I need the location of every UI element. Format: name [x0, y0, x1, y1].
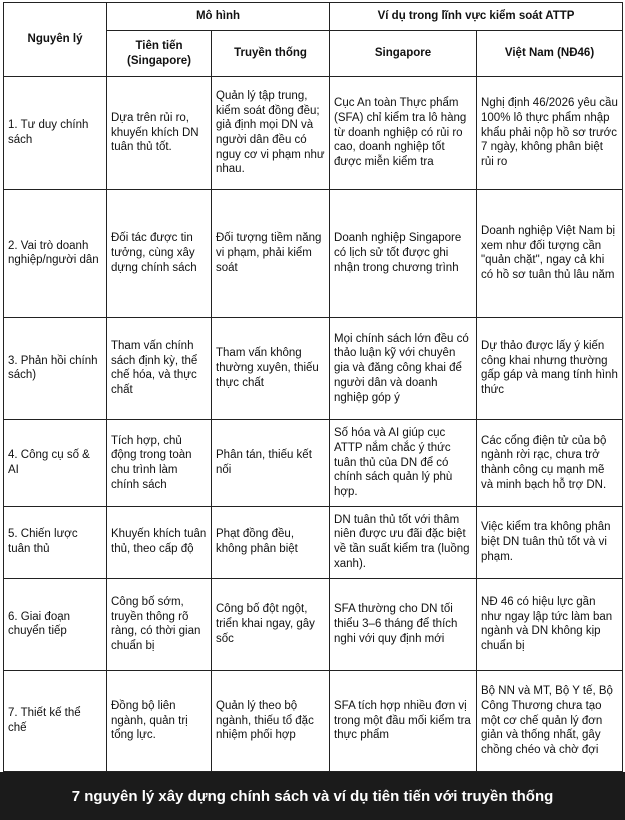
advanced-cell: Tham vấn chính sách định kỳ, thể chế hóa, và thực chất — [107, 317, 212, 420]
advanced-cell: Đồng bộ liên ngành, quản trị tổng lực. — [107, 671, 212, 772]
header-tien-tien: Tiên tiến (Singapore) — [107, 31, 212, 77]
advanced-cell: Đối tác được tin tưởng, cùng xây dựng chính sách — [107, 190, 212, 317]
table-row — [4, 506, 623, 578]
header-vi-du: Ví dụ trong lĩnh vực kiểm soát ATTP — [330, 3, 623, 31]
principle-cell: 2. Vai trò doanh nghiệp/người dân — [4, 190, 107, 317]
singapore-cell: SFA thường cho DN tối thiểu 3–6 tháng để thích nghi với quy định mới — [330, 578, 477, 671]
advanced-cell: Dựa trên rủi ro, khuyến khích DN tuân thủ tốt. — [107, 77, 212, 190]
header-row-1 — [4, 3, 623, 31]
caption-text: 7 nguyên lý xây dựng chính sách và ví dụ tiên tiến với truyền thống — [71, 787, 554, 805]
traditional-cell: Quản lý tập trung, kiểm soát đồng đều; giả định mọi DN và người dân đều có nguy cơ vi phạm như nhau. — [212, 77, 330, 190]
header-truyen-thong: Truyền thống — [212, 31, 330, 77]
vietnam-cell: Dự thảo được lấy ý kiến công khai nhưng thường gấp gáp và mang tính hình thức — [477, 317, 623, 420]
traditional-cell: Công bố đột ngột, triển khai ngay, gây sốc — [212, 578, 330, 671]
advanced-cell: Công bố sớm, truyền thông rõ ràng, có thời gian chuẩn bị — [107, 578, 212, 671]
table-row — [4, 77, 623, 190]
principle-cell: 1. Tư duy chính sách — [4, 77, 107, 190]
singapore-cell: Cục An toàn Thực phẩm (SFA) chỉ kiểm tra lô hàng từ doanh nghiệp có rủi ro cao, doanh nghiệp tốt được miễn kiểm tra — [330, 77, 477, 190]
header-viet-nam: Việt Nam (NĐ46) — [477, 31, 623, 77]
comparison-table — [3, 2, 623, 772]
table-row — [4, 578, 623, 671]
vietnam-cell: Doanh nghiệp Việt Nam bị xem như đối tượng cần "quản chặt", ngay cả khi có hồ sơ tuân thủ lâu năm — [477, 190, 623, 317]
header-mo-hinh: Mô hình — [107, 3, 330, 31]
table-row — [4, 420, 623, 506]
singapore-cell: Số hóa và AI giúp cục ATTP nắm chắc ý thức tuân thủ của DN để có chính sách quản lý phù hợp. — [330, 420, 477, 506]
table-row — [4, 190, 623, 317]
singapore-cell: Mọi chính sách lớn đều có thảo luận kỹ với chuyên gia và đăng công khai để người dân và doanh nghiệp góp ý — [330, 317, 477, 420]
traditional-cell: Phạt đồng đều, không phân biệt — [212, 506, 330, 578]
vietnam-cell: Việc kiểm tra không phân biệt DN tuân thủ tốt và vi phạm. — [477, 506, 623, 578]
vietnam-cell: NĐ 46 có hiệu lực gần như ngay lập tức làm ban ngành và DN không kịp chuẩn bị — [477, 578, 623, 671]
principle-cell: 7. Thiết kế thể chế — [4, 671, 107, 772]
principle-cell: 5. Chiến lược tuân thủ — [4, 506, 107, 578]
traditional-cell: Tham vấn không thường xuyên, thiếu thực chất — [212, 317, 330, 420]
traditional-cell: Phân tán, thiếu kết nối — [212, 420, 330, 506]
singapore-cell: DN tuân thủ tốt với thâm niên được ưu đãi đặc biệt về tần suất kiểm tra (luồng xanh). — [330, 506, 477, 578]
traditional-cell: Đối tượng tiềm năng vi phạm, phải kiểm soát — [212, 190, 330, 317]
header-nguyen-ly: Nguyên lý — [4, 3, 107, 77]
caption-bar — [0, 772, 625, 820]
singapore-cell: SFA tích hợp nhiều đơn vị trong một đầu mối kiểm tra thực phẩm — [330, 671, 477, 772]
advanced-cell: Khuyến khích tuân thủ, theo cấp độ — [107, 506, 212, 578]
singapore-cell: Doanh nghiệp Singapore có lịch sử tốt được ghi nhận trong chương trình — [330, 190, 477, 317]
table-row — [4, 317, 623, 420]
vietnam-cell: Nghị định 46/2026 yêu cầu 100% lô thực phẩm nhập khẩu phải nộp hồ sơ trước 7 ngày, không phân biệt rủi ro — [477, 77, 623, 190]
traditional-cell: Quản lý theo bộ ngành, thiếu tổ đặc nhiệm phối hợp — [212, 671, 330, 772]
principle-cell: 3. Phản hồi chính sách) — [4, 317, 107, 420]
principle-cell: 6. Giai đoạn chuyển tiếp — [4, 578, 107, 671]
table-row — [4, 671, 623, 772]
vietnam-cell: Các cổng điện tử của bộ ngành rời rạc, chưa trở thành công cụ mạnh mẽ và minh bạch hỗ trợ DN. — [477, 420, 623, 506]
principle-cell: 4. Công cụ số & AI — [4, 420, 107, 506]
vietnam-cell: Bộ NN và MT, Bộ Y tế, Bộ Công Thương chưa tạo một cơ chế quản lý đơn giản và thống nhất, gây chồng chéo và chờ đợi — [477, 671, 623, 772]
advanced-cell: Tích hợp, chủ động trong toàn chu trình làm chính sách — [107, 420, 212, 506]
header-singapore: Singapore — [330, 31, 477, 77]
